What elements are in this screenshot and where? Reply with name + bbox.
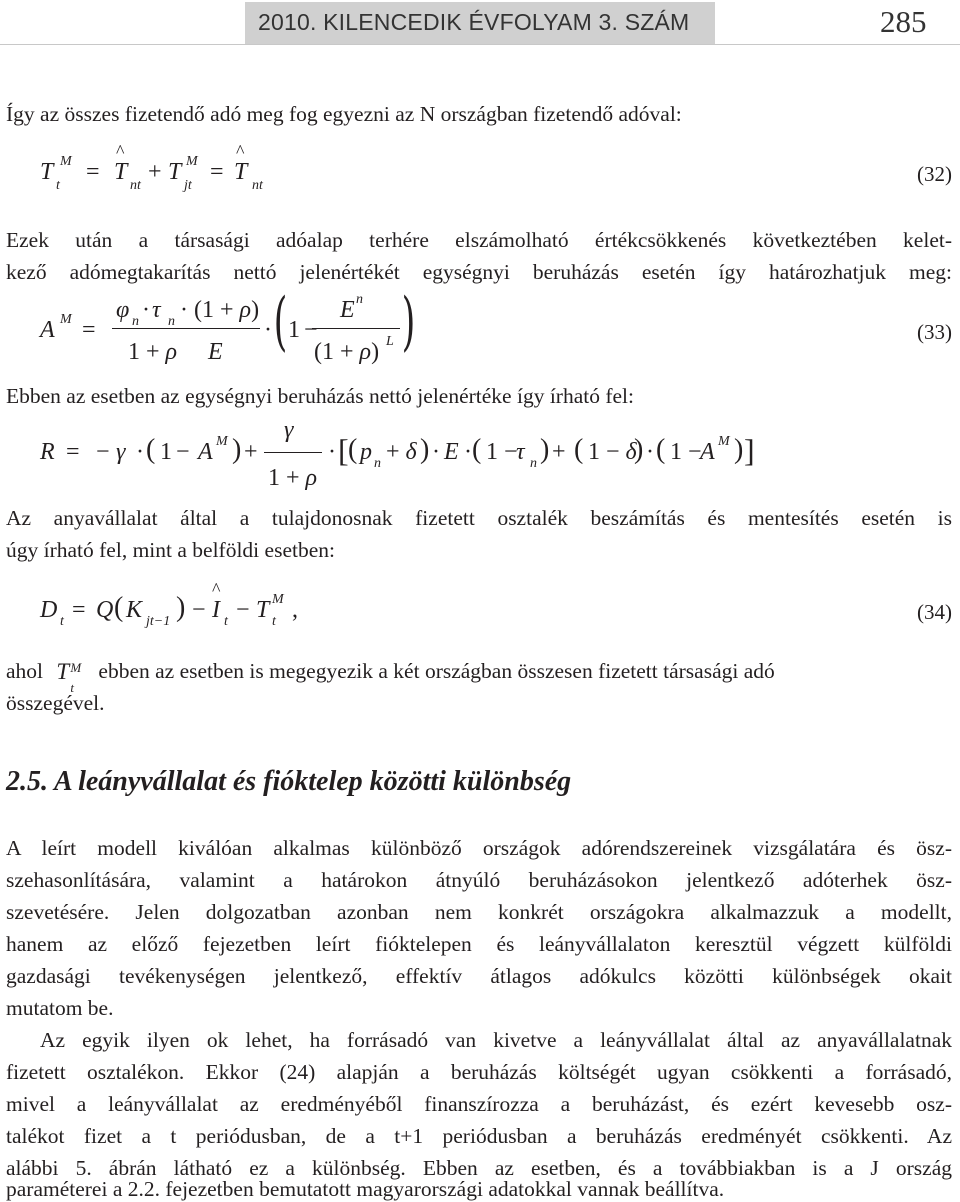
ahol-prefix: ahol (6, 659, 44, 683)
body-line: paraméterei a 2.2. fejezetben bemutatott magyarországi adatokkal vannak beállítva. (6, 1177, 725, 1201)
ahol-rest: ebben az esetben is megegyezik a két országban összesen fizetett társasági adó (98, 659, 775, 683)
section-heading: 2.5. A leányvállalat és fióktelep közötti különbség (6, 766, 572, 797)
journal-issue-header: 2010. KILENCEDIK ÉVFOLYAM 3. SZÁM (258, 9, 690, 35)
equation-number-32: (32) (917, 162, 952, 186)
body-line: mivel a leányvállalat az eredményéből finanszírozza a beruházást, és ezért kevesebb osz- (6, 1092, 952, 1116)
body-line: A leírt modell kiválóan alkalmas különböző országok adórendszereinek vizsgálatára és ösz- (6, 836, 952, 860)
ahol-line-1: ahol T M t ebben az esetben is megegyezik a két országban összesen fizetett társasági adó (6, 659, 775, 695)
body-line: alábbi 5. ábrán látható ez a különbség. Ebben az esetben, és a továbbiakban is a J ország (6, 1156, 952, 1180)
body-line: szevetésére. Jelen dolgozatban azonban nem konkrét országokra alkalmazzuk a modellt, (6, 900, 952, 924)
body-line: hanem az előző fejezetben leírt fióktelepen és leányvállalaton keresztül végzett külföldi (6, 932, 952, 956)
parent-dividend-line-1: Az anyavállalat által a tulajdonosnak fizetett osztalék beszámítás és mentesítés esetén is (6, 506, 952, 530)
equation-number-34: (34) (917, 600, 952, 624)
tax-base-line-1: Ezek után a társasági adóalap terhére elszámolható értékcsökkenés következtében kelet- (6, 228, 952, 252)
body-line: mutatom be. (6, 996, 114, 1020)
body-line: fizetett osztalékon. Ekkor (24) alapján a beruházás költségét ugyan csökkenti a forrásadó, (6, 1060, 952, 1084)
page-number: 285 (880, 4, 927, 39)
ahol-line-2: összegével. (6, 691, 105, 715)
body-line: gazdasági tevékenységen jelentkező, effektív átlagos adókulcs közötti különbségek okait (6, 964, 952, 988)
body-line: Az egyik ilyen ok lehet, ha forrásadó van kivetve a leányvállalat által az anyavállalatnak (40, 1028, 952, 1052)
parent-dividend-line-2: úgy írható fel, mint a belföldi esetben: (6, 538, 335, 562)
body-line: szehasonlítására, valamint a határokon átnyúló beruházásokon jelentkező adóterhek ösz- (6, 868, 952, 892)
equation-number-33: (33) (917, 320, 952, 344)
header-rule (0, 44, 960, 45)
tax-base-line-2: kező adómegtakarítás nettó jelenértékét egységnyi beruházás esetén így határozhatjuk meg: (6, 260, 952, 284)
intro-paragraph: Így az összes fizetendő adó meg fog egyezni az N országban fizetendő adóval: (6, 102, 682, 126)
npv-intro-paragraph: Ebben az esetben az egységnyi beruházás nettó jelenértéke így írható fel: (6, 384, 634, 408)
body-line: talékot fizet a t periódusban, de a t+1 periódusban a beruházás eredményét csökkenti. Az (6, 1124, 952, 1148)
